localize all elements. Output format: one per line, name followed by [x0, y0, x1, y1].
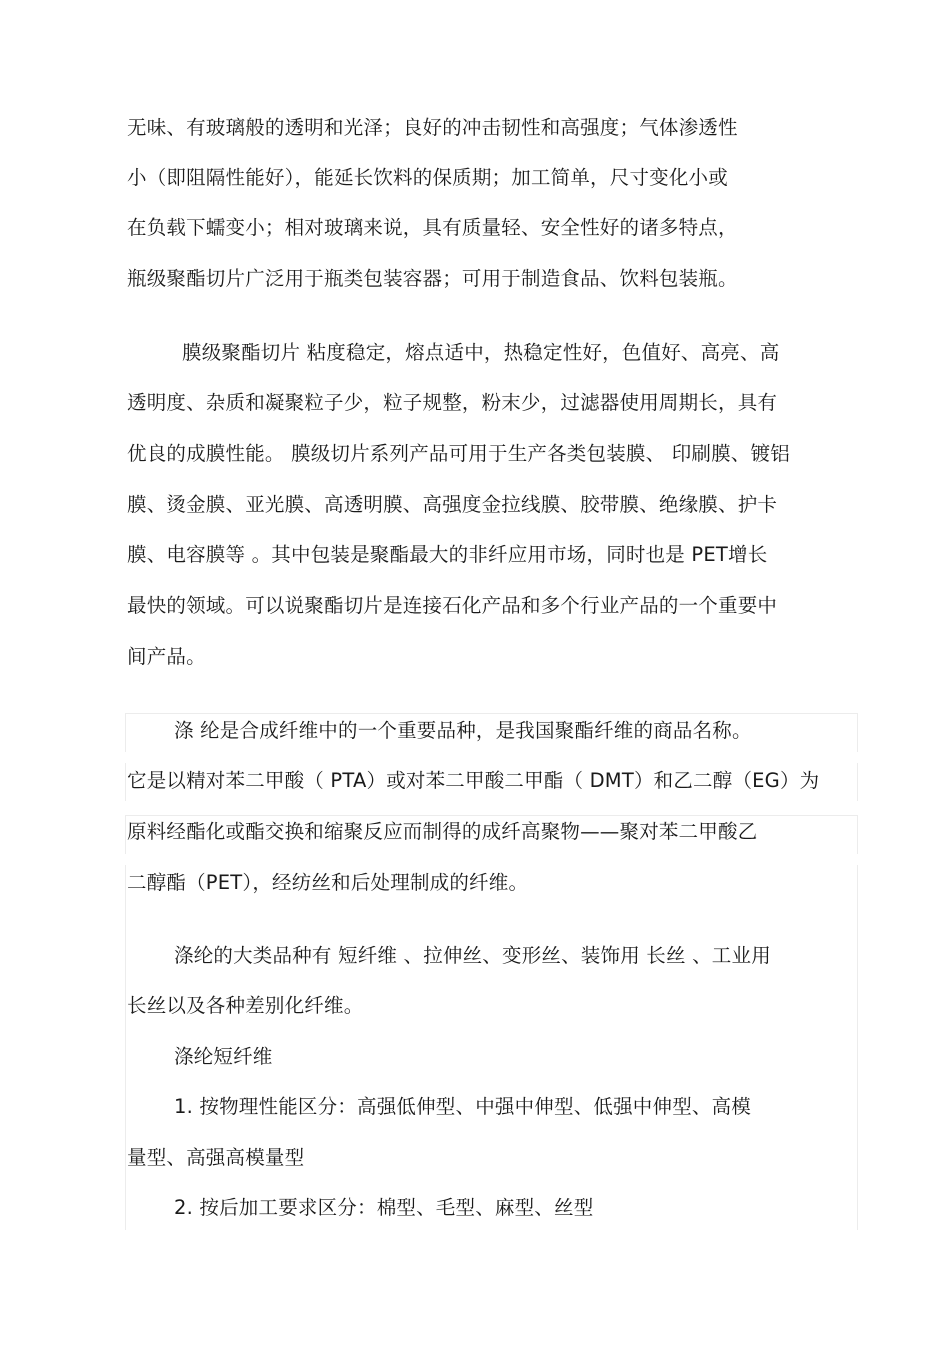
text-line: 它是以精对苯二甲酸（ PTA）或对苯二甲酸二甲酯（ DMT）和乙二醇（EG）为 — [127, 769, 820, 792]
text-line: 小（即阻隔性能好），能延长饮料的保质期；加工简单，尺寸变化小或 — [127, 166, 728, 189]
list-item: 2. 按后加工要求区分：棉型、毛型、麻型、丝型 — [174, 1196, 594, 1219]
text-line: 在负载下蠕变小；相对玻璃来说，具有质量轻、安全性好的诸多特点， — [127, 216, 738, 239]
text-line: 涤 纶是合成纤维中的一个重要品种，是我国聚酯纤维的商品名称。 — [174, 719, 752, 742]
text-line: 膜、烫金膜、亚光膜、高透明膜、高强度金拉线膜、胶带膜、绝缘膜、护卡 — [127, 493, 778, 516]
list-item-continuation: 量型、高强高模量型 — [127, 1146, 305, 1169]
text-line: 透明度、杂质和凝聚粒子少，粒子规整，粉末少，过滤器使用周期长，具有 — [127, 391, 778, 414]
list-item: 1. 按物理性能区分：高强低伸型、中强中伸型、低强中伸型、高模 — [174, 1095, 752, 1118]
text-line: 间产品。 — [127, 645, 206, 668]
text-line: 原料经酯化或酯交换和缩聚反应而制得的成纤高聚物——聚对苯二甲酸乙 — [127, 820, 758, 843]
text-line: 涤纶的大类品种有 短纤维 、拉伸丝、变形丝、装饰用 长丝 、工业用 — [174, 944, 771, 967]
text-line: 优良的成膜性能。 膜级切片系列产品可用于生产各类包装膜、 印刷膜、镀铝 — [127, 442, 790, 465]
text-line: 膜级聚酯切片 粘度稳定，熔点适中，热稳定性好，色值好、高亮、高 — [182, 341, 780, 364]
text-line: 二醇酯（PET），经纺丝和后处理制成的纤维。 — [127, 871, 529, 894]
text-line: 最快的领域。可以说聚酯切片是连接石化产品和多个行业产品的一个重要中 — [127, 594, 778, 617]
text-line: 瓶级聚酯切片广泛用于瓶类包装容器；可用于制造食品、饮料包装瓶。 — [127, 267, 738, 290]
section-heading: 涤纶短纤维 — [174, 1045, 273, 1068]
text-line: 无味、有玻璃般的透明和光泽；良好的冲击韧性和高强度；气体渗透性 — [127, 116, 738, 139]
text-line: 长丝以及各种差别化纤维。 — [127, 994, 364, 1017]
text-line: 膜、电容膜等 。其中包装是聚酯最大的非纤应用市场，同时也是 PET增长 — [127, 543, 768, 566]
